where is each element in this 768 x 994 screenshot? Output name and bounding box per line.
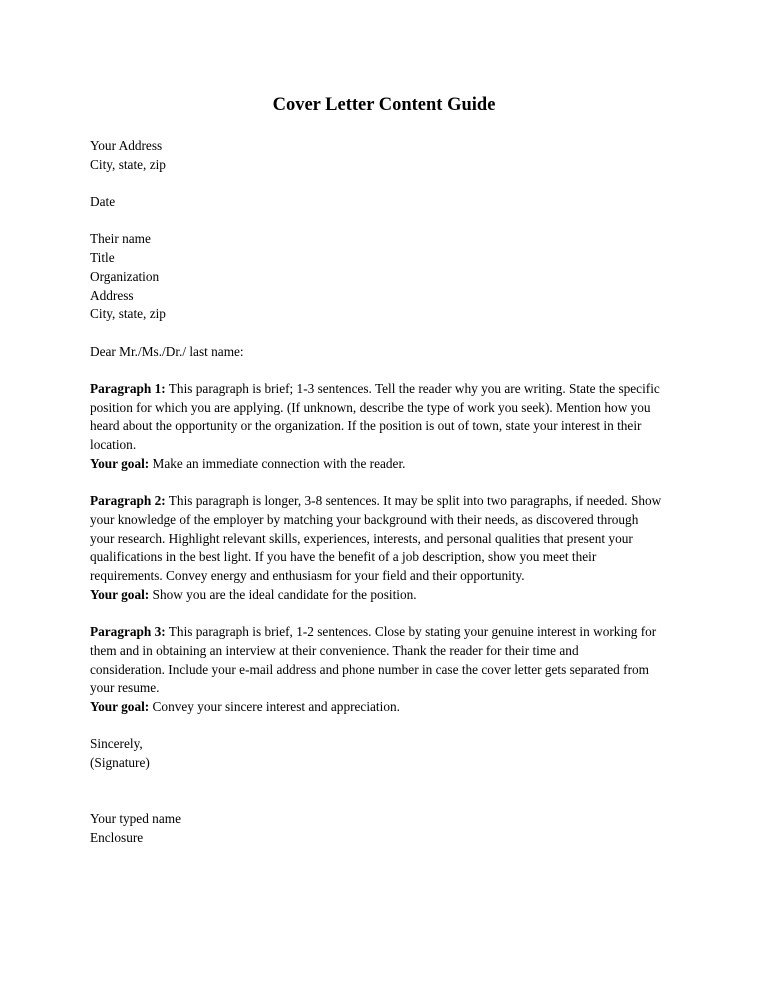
paragraph-2-line-3: your research. Highlight relevant skills, experiences, interests, and personal qualities that present your <box>90 530 633 546</box>
salutation: Dear Mr./Ms./Dr./ last name: <box>90 343 244 359</box>
paragraph-2-line-5: requirements. Convey energy and enthusiasm for your field and their opportunity. <box>90 568 525 584</box>
paragraph-1-line-4: location. <box>90 437 137 453</box>
paragraph-2-goal-label: Your goal: <box>90 586 150 602</box>
paragraph-3-line-2: them and in obtaining an interview at their convenience. Thank the reader for their time and <box>90 642 579 658</box>
closing-block <box>90 735 690 847</box>
sender-block <box>90 137 690 174</box>
sender-city-state-zip: City, state, zip <box>90 156 166 172</box>
paragraph-3-line-3: consideration. Include your e-mail address and phone number in case the cover letter gets separated from <box>90 661 649 677</box>
recipient-city-state-zip: City, state, zip <box>90 306 166 322</box>
recipient-title: Title <box>90 250 115 266</box>
paragraph-1-line-3: heard about the opportunity or the organization. If the position is out of town, state your interest in their <box>90 418 642 434</box>
paragraph-3-line-4: your resume. <box>90 680 160 696</box>
paragraph-1-line-1: This paragraph is brief; 1-3 sentences. Tell the reader why you are writing. State the specific <box>165 381 660 397</box>
paragraph-1-goal-label: Your goal: <box>90 455 150 471</box>
paragraph-3 <box>90 623 690 717</box>
paragraph-1-line-2: position for which you are applying. (If unknown, describe the type of work you seek). Mention how you <box>90 399 651 415</box>
typed-name: Your typed name <box>90 810 181 826</box>
paragraph-1-label: Paragraph 1: <box>90 381 166 397</box>
sender-address: Your Address <box>90 138 163 153</box>
letter-body <box>90 137 690 847</box>
paragraph-1-goal-text: Make an immediate connection with the reader. <box>149 455 406 471</box>
paragraph-3-line-1: This paragraph is brief, 1-2 sentences. Close by stating your genuine interest in working for <box>165 624 657 640</box>
recipient-block <box>90 230 690 324</box>
paragraph-2-line-1: This paragraph is longer, 3-8 sentences. It may be split into two paragraphs, if needed. Show <box>165 493 662 509</box>
valediction: Sincerely, <box>90 736 143 752</box>
paragraph-2-label: Paragraph 2: <box>90 493 166 509</box>
recipient-name: Their name <box>90 231 151 247</box>
paragraph-3-label: Paragraph 3: <box>90 624 166 640</box>
paragraph-2-line-4: qualifications in the best light. If you have the benefit of a job description, show you meet their <box>90 549 597 565</box>
paragraph-3-goal-text: Convey your sincere interest and appreciation. <box>149 699 400 714</box>
paragraph-3-goal-label: Your goal: <box>90 699 150 714</box>
paragraph-2 <box>90 492 690 604</box>
enclosure: Enclosure <box>90 829 144 845</box>
recipient-address: Address <box>90 287 134 303</box>
letter-date: Date <box>90 194 116 210</box>
signature-placeholder: (Signature) <box>90 755 150 771</box>
recipient-organization: Organization <box>90 268 160 284</box>
paragraph-2-goal-text: Show you are the ideal candidate for the position. <box>149 586 417 602</box>
document-title: Cover Letter Content Guide <box>272 95 496 115</box>
paragraph-2-line-2: your knowledge of the employer by matching your background with their needs, as discovered through <box>90 511 639 527</box>
paragraph-1 <box>90 380 690 474</box>
